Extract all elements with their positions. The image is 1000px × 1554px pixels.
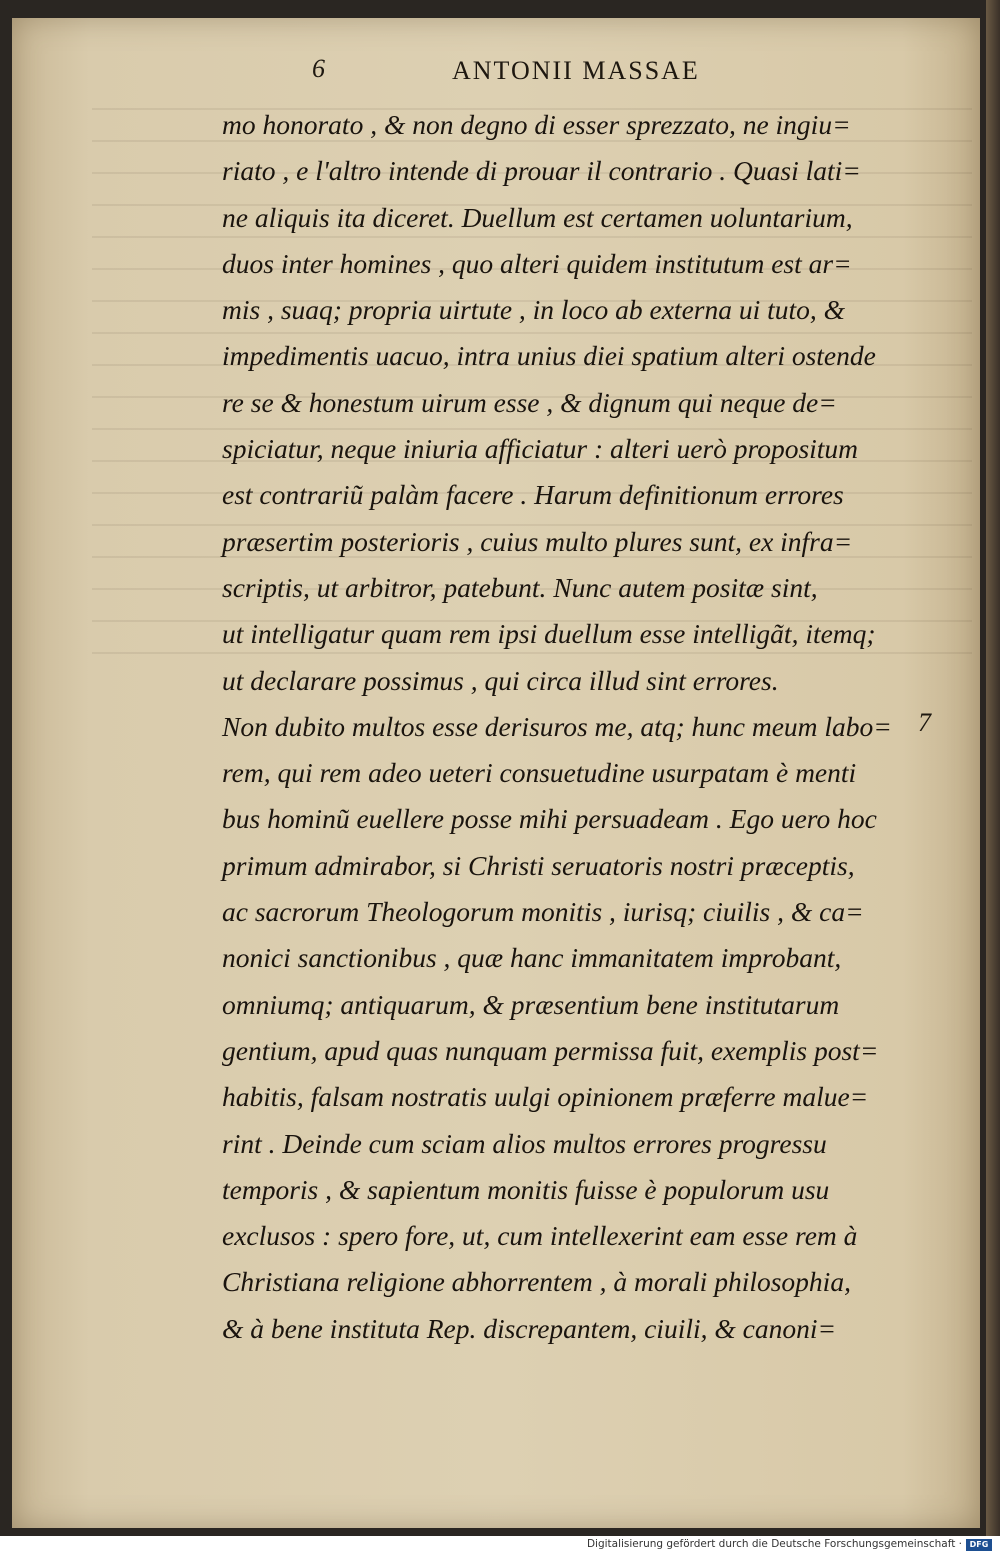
body-text bbox=[222, 102, 922, 1352]
text-line: ut declarare possimus , qui circa illud sint errores. bbox=[222, 664, 779, 696]
text-line: ut intelligatur quam rem ipsi duellum esse intelligãt, itemq; bbox=[222, 618, 876, 650]
text-line: rem, qui rem adeo ueteri consuetudine usurpatam è menti bbox=[222, 757, 857, 789]
text-line: Christiana religione abhorrentem , à morali philosophia, bbox=[222, 1266, 851, 1298]
text-line: rint . Deinde cum sciam alios multos errores progressu bbox=[222, 1127, 827, 1159]
text-line: gentium, apud quas nunquam permissa fuit, exemplis post= bbox=[222, 1034, 879, 1066]
text-line: impedimentis uacuo, intra unius diei spatium alteri ostende bbox=[222, 340, 876, 372]
text-line: est contrariũ palàm facere . Harum definitionum errores bbox=[222, 479, 844, 511]
text-line: habitis, falsam nostratis uulgi opinionem præferre malue= bbox=[222, 1081, 869, 1113]
text-line: exclusos : spero fore, ut, cum intellexerint eam esse rem à bbox=[222, 1220, 858, 1252]
text-line: scriptis, ut arbitror, patebunt. Nunc autem positæ sint, bbox=[222, 571, 818, 603]
text-line: duos inter homines , quo alteri quidem institutum est ar= bbox=[222, 247, 852, 279]
marginal-number: 7 bbox=[918, 708, 931, 737]
text-line: mis , suaq; propria uirtute , in loco ab externa ui tuto, & bbox=[222, 294, 846, 326]
text-line: nonici sanctionibus , quæ hanc immanitatem improbant, bbox=[222, 942, 842, 974]
text-line: & à bene instituta Rep. discrepantem, ciuili, & canoni= bbox=[222, 1312, 837, 1344]
running-title: ANTONII MASSAE bbox=[452, 56, 700, 85]
text-line: Non dubito multos esse derisuros me, atq; hunc meum labo= bbox=[222, 710, 892, 742]
text-line: ne aliquis ita diceret. Duellum est certamen uoluntarium, bbox=[222, 201, 853, 233]
text-line: omniumq; antiquarum, & præsentium bene institutarum bbox=[222, 988, 840, 1020]
text-line: primum admirabor, si Christi seruatoris nostri præceptis, bbox=[222, 849, 855, 881]
footer-bar bbox=[0, 1536, 1000, 1554]
dfg-logo: DFG bbox=[966, 1539, 992, 1551]
text-line: temporis , & sapientum monitis fuisse è populorum usu bbox=[222, 1173, 830, 1205]
text-line: ac sacrorum Theologorum monitis , iurisq; ciuilis , & ca= bbox=[222, 896, 864, 928]
text-line: riato , e l'altro intende di prouar il contrario . Quasi lati= bbox=[222, 155, 861, 187]
book-edge bbox=[986, 0, 1000, 1536]
page-number: 6 bbox=[312, 54, 325, 83]
text-line: bus hominũ euellere posse mihi persuadeam . Ego uero hoc bbox=[222, 803, 877, 835]
running-head bbox=[0, 54, 1000, 94]
text-line: spiciatur, neque iniuria afficiatur : alteri uerò propositum bbox=[222, 433, 859, 465]
digitization-credit: Digitalisierung gefördert durch die Deutsche Forschungsgemeinschaft · bbox=[586, 1538, 962, 1550]
text-line: mo honorato , & non degno di esser sprezzato, ne ingiu= bbox=[222, 109, 851, 140]
text-line: re se & honestum uirum esse , & dignum qui neque de= bbox=[222, 386, 837, 418]
text-line: præsertim posterioris , cuius multo plures sunt, ex infra= bbox=[222, 525, 853, 557]
